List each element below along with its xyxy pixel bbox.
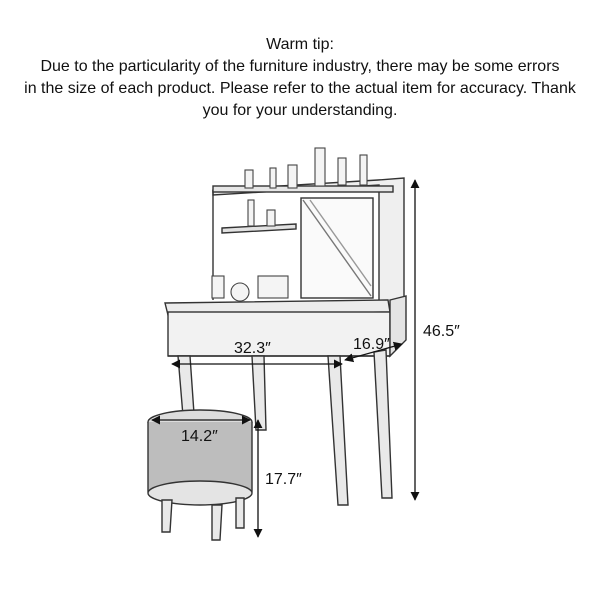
tip-line: Due to the particularity of the furniture industry, there may be some errors bbox=[40, 58, 560, 75]
depth-label: 16.9″ bbox=[353, 336, 390, 353]
tip-line: you for your understanding. bbox=[202, 102, 398, 119]
tip-line: in the size of each product. Please refer to the actual item for accuracy. Thank bbox=[24, 80, 576, 97]
width-label: 32.3″ bbox=[234, 340, 271, 357]
stool-diameter-label: 14.2″ bbox=[181, 428, 218, 445]
tip-title: Warm tip: bbox=[266, 36, 334, 53]
height-label: 46.5″ bbox=[423, 323, 460, 340]
stool-height-label: 17.7″ bbox=[265, 471, 302, 488]
